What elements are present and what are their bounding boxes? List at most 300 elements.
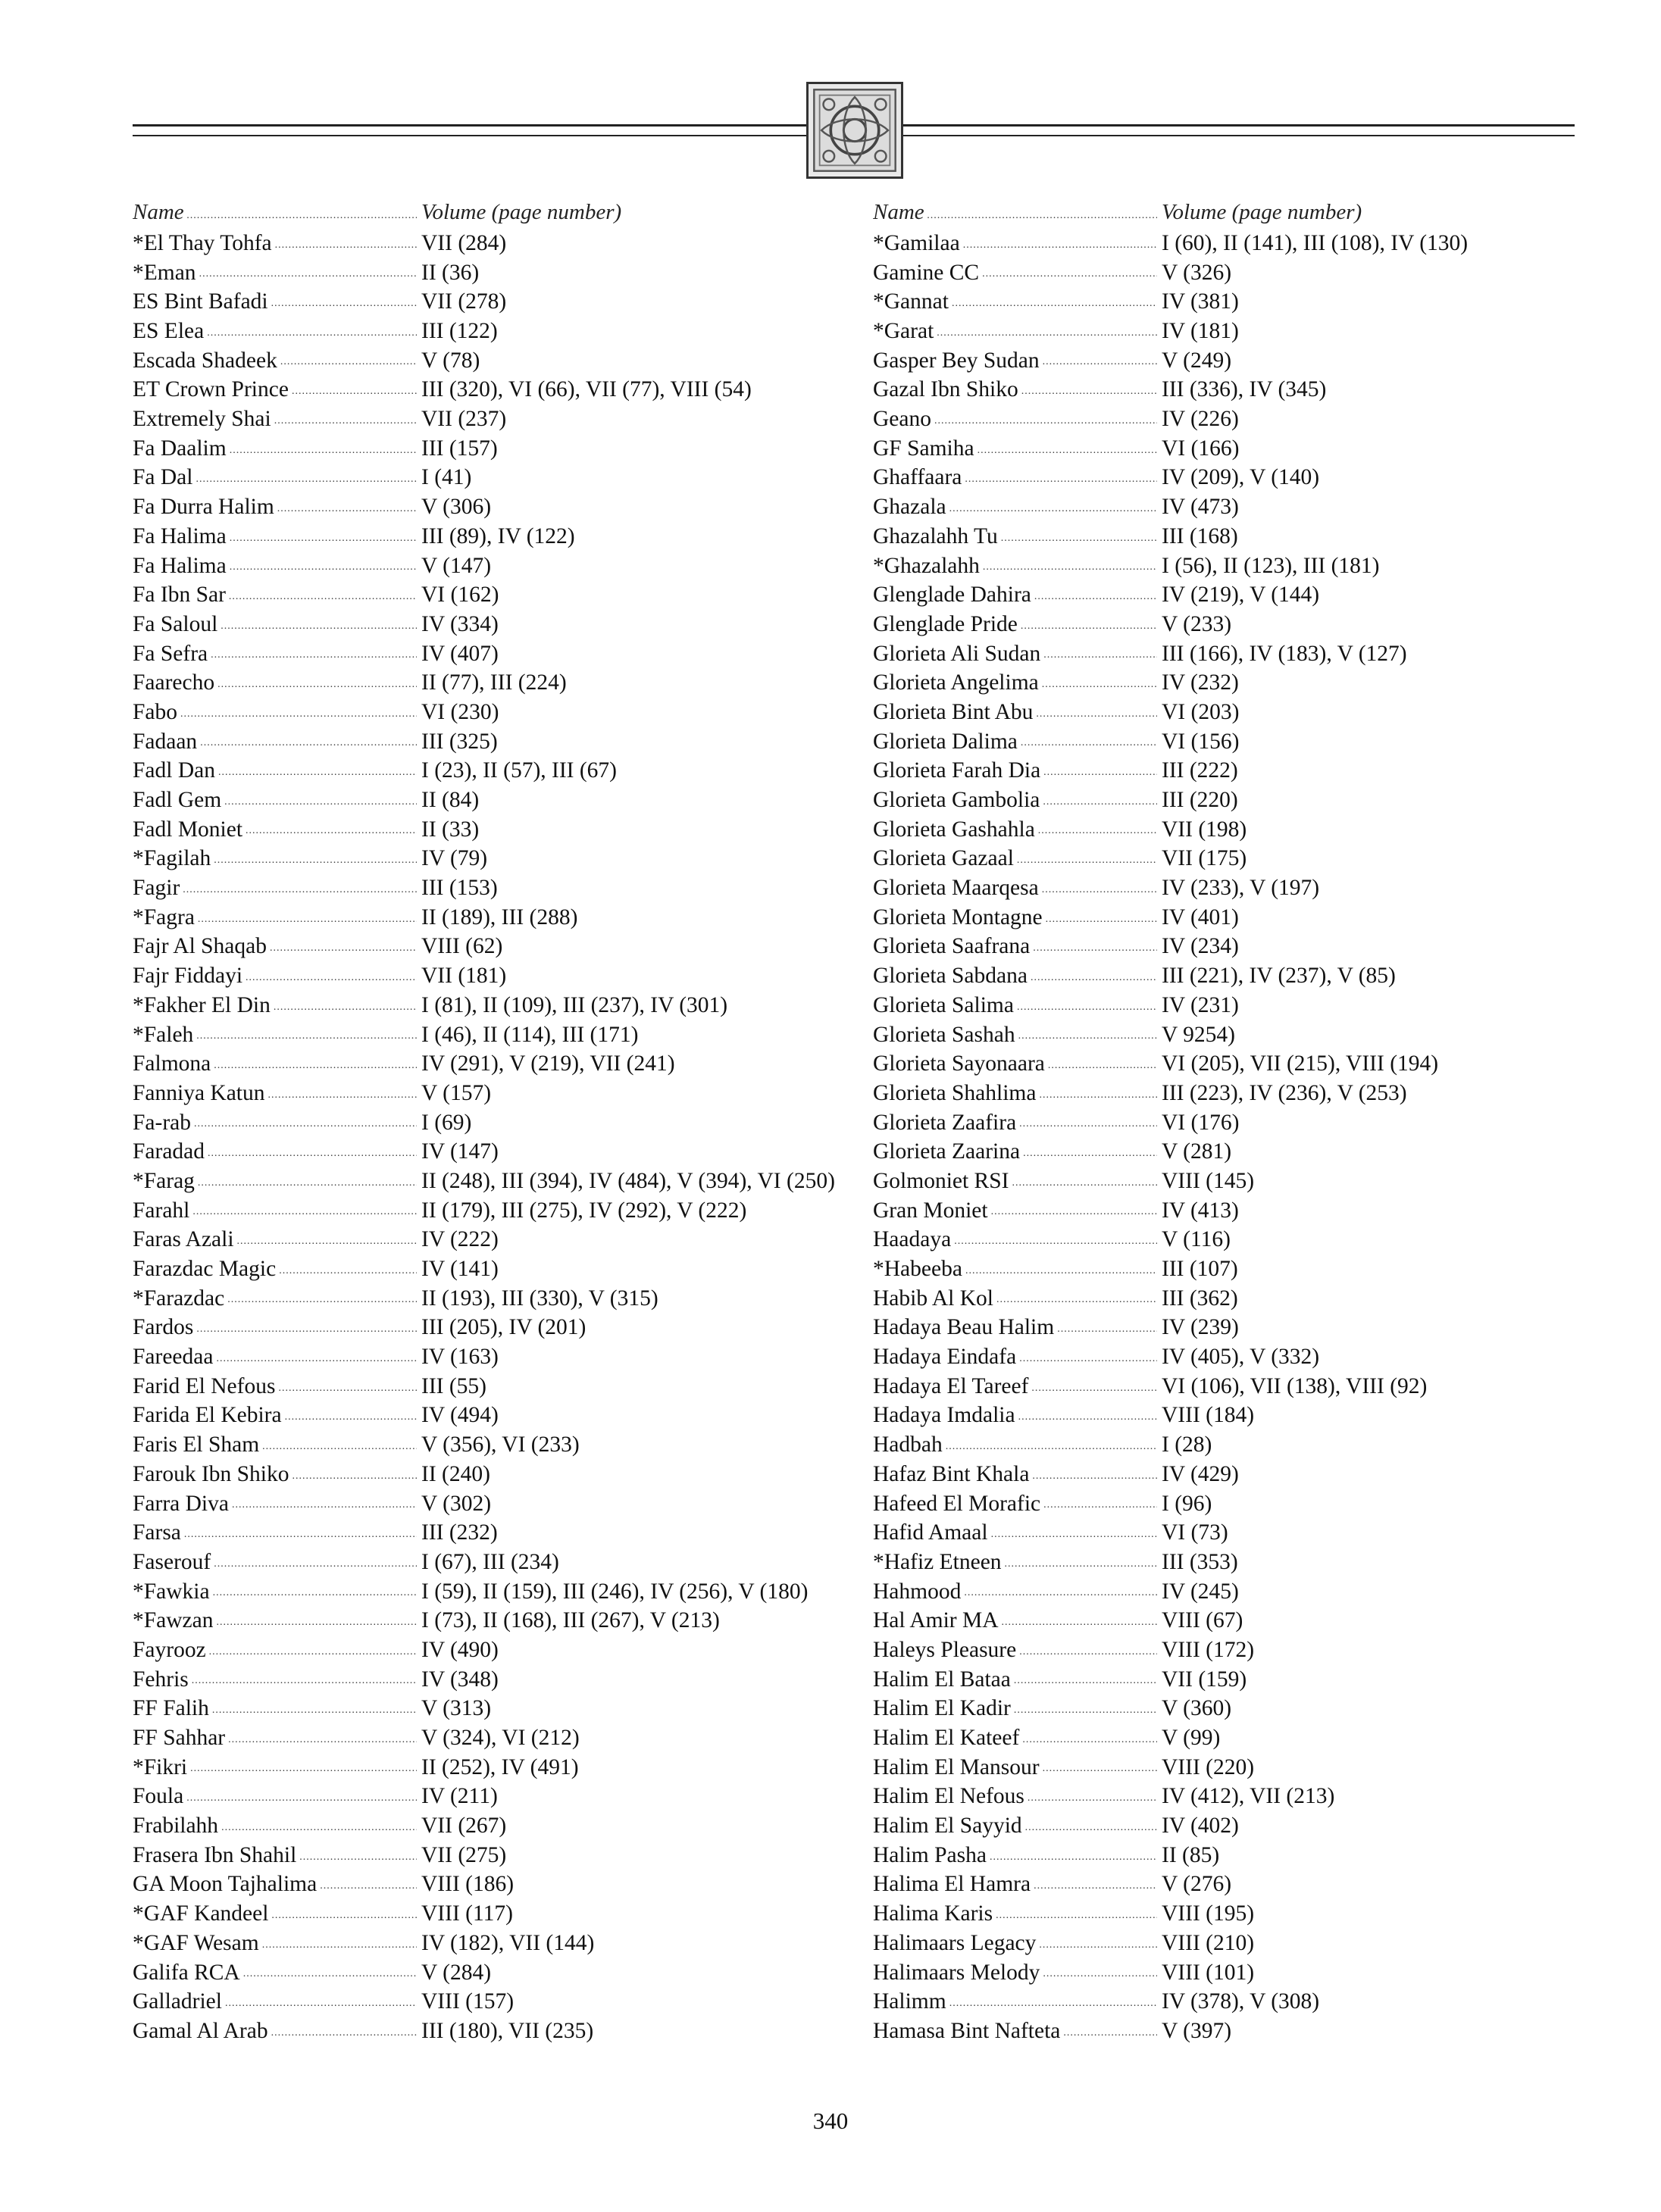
index-column-right bbox=[873, 195, 1468, 2046]
index-entry bbox=[873, 786, 1468, 815]
dot-leader bbox=[211, 644, 417, 667]
horse-name: Fa Durra Halim bbox=[133, 495, 274, 520]
dot-leader bbox=[214, 1054, 417, 1077]
index-entry bbox=[873, 1723, 1468, 1753]
dot-leader bbox=[214, 849, 417, 872]
dot-leader bbox=[991, 1201, 1157, 1223]
index-entry bbox=[873, 1899, 1468, 1929]
index-entries-left bbox=[133, 229, 835, 2046]
horse-name: Hafeed El Morafic bbox=[873, 1491, 1041, 1516]
volume-page-reference: VIII (101) bbox=[1162, 1960, 1255, 1985]
index-entry bbox=[133, 991, 835, 1020]
horse-name: Halim El Kateef bbox=[873, 1726, 1020, 1751]
index-entry bbox=[133, 522, 835, 551]
entry-name-cell bbox=[873, 580, 1157, 610]
entry-name-cell bbox=[133, 1167, 417, 1196]
entry-name-cell bbox=[133, 1254, 417, 1284]
horse-name: FF Sahhar bbox=[133, 1726, 226, 1751]
dot-leader bbox=[224, 791, 417, 814]
dot-leader bbox=[271, 1904, 417, 1927]
entry-name-cell bbox=[133, 1342, 417, 1372]
index-entry bbox=[133, 844, 835, 873]
horse-name: Glorieta Bint Abu bbox=[873, 699, 1034, 724]
entry-name-cell bbox=[133, 434, 417, 464]
dot-leader bbox=[243, 1963, 417, 1985]
entry-name-cell bbox=[873, 1518, 1157, 1548]
index-entry bbox=[133, 786, 835, 815]
index-entry bbox=[133, 933, 835, 962]
dot-leader bbox=[246, 820, 417, 842]
entry-name-cell bbox=[873, 1870, 1157, 1899]
dot-leader bbox=[1034, 586, 1157, 608]
dot-leader bbox=[1038, 820, 1157, 842]
index-entry bbox=[133, 1518, 835, 1548]
entry-name-cell bbox=[133, 1313, 417, 1342]
entry-name-cell bbox=[873, 610, 1157, 639]
index-entry bbox=[873, 580, 1468, 610]
volume-page-reference: III (89), IV (122) bbox=[421, 523, 575, 548]
horse-name: Ghaffaara bbox=[873, 465, 962, 490]
volume-page-reference: IV (209), V (140) bbox=[1162, 465, 1320, 490]
volume-page-reference: VII (278) bbox=[421, 289, 507, 314]
horse-name: Extremely Shai bbox=[133, 407, 271, 432]
entry-name-cell bbox=[133, 1489, 417, 1519]
horse-name: Fardos bbox=[133, 1315, 194, 1340]
volume-page-reference: IV (378), V (308) bbox=[1162, 1989, 1320, 2014]
index-entry bbox=[133, 434, 835, 464]
dot-leader bbox=[216, 1348, 417, 1370]
volume-page-reference: VIII (184) bbox=[1162, 1403, 1255, 1428]
entry-name-cell bbox=[873, 1313, 1157, 1342]
volume-page-reference: I (56), II (123), III (181) bbox=[1162, 553, 1380, 578]
dot-leader bbox=[229, 586, 417, 608]
dot-leader bbox=[1043, 1494, 1157, 1517]
volume-page-reference: VI (230) bbox=[421, 699, 499, 724]
volume-page-reference: II (179), III (275), IV (292), V (222) bbox=[421, 1198, 747, 1223]
index-entry bbox=[873, 1254, 1468, 1284]
horse-name: Fa Ibn Sar bbox=[133, 583, 226, 608]
entry-name-cell bbox=[133, 1577, 417, 1607]
index-entry bbox=[133, 639, 835, 669]
dot-leader bbox=[280, 351, 417, 373]
entry-name-cell bbox=[133, 1636, 417, 1665]
dot-leader bbox=[268, 1084, 417, 1107]
index-entry bbox=[873, 1372, 1468, 1401]
dot-leader bbox=[230, 556, 417, 579]
page-number: 340 bbox=[812, 2107, 849, 2134]
volume-page-reference: V (356), VI (233) bbox=[421, 1432, 580, 1457]
volume-page-reference: VIII (157) bbox=[421, 1989, 515, 2014]
header-rule-right-top bbox=[903, 124, 1575, 127]
dot-leader bbox=[1032, 1465, 1157, 1488]
index-entry bbox=[133, 1665, 835, 1695]
index-entry bbox=[133, 580, 835, 610]
index-entry bbox=[873, 2017, 1468, 2046]
dot-leader bbox=[1025, 1817, 1157, 1839]
index-entry bbox=[873, 1870, 1468, 1900]
entry-name-cell bbox=[133, 258, 417, 288]
entry-name-cell bbox=[873, 463, 1157, 492]
volume-page-reference: II (248), III (394), IV (484), V (394), VI (250) bbox=[421, 1168, 835, 1193]
horse-name: Fanniya Katun bbox=[133, 1080, 265, 1105]
dot-leader bbox=[292, 1465, 418, 1488]
horse-name: Halim El Nefous bbox=[873, 1784, 1024, 1809]
horse-name: Halima Karis bbox=[873, 1901, 993, 1926]
horse-name: Farid El Nefous bbox=[133, 1373, 276, 1398]
dot-leader bbox=[200, 732, 417, 755]
entry-name-cell bbox=[133, 698, 417, 727]
horse-name: Hadaya Imdalia bbox=[873, 1403, 1015, 1428]
dot-leader bbox=[292, 380, 417, 403]
horse-name: GF Samiha bbox=[873, 436, 974, 461]
horse-name: Halimaars Melody bbox=[873, 1960, 1040, 1985]
horse-name: Faradad bbox=[133, 1139, 205, 1164]
celtic-knot-emblem-icon bbox=[806, 82, 903, 179]
entry-name-cell bbox=[133, 229, 417, 258]
dot-leader bbox=[299, 1846, 417, 1869]
entry-name-cell bbox=[873, 1020, 1157, 1050]
volume-page-reference: I (46), II (114), III (171) bbox=[421, 1022, 639, 1047]
horse-name: FF Falih bbox=[133, 1696, 209, 1721]
entry-name-cell bbox=[133, 1987, 417, 2017]
horse-name: Halim El Mansour bbox=[873, 1754, 1040, 1779]
name-header-cell bbox=[133, 195, 417, 229]
index-entry bbox=[873, 1284, 1468, 1314]
index-entry bbox=[133, 1313, 835, 1342]
entry-name-cell bbox=[873, 405, 1157, 434]
volume-page-reference: VI (176) bbox=[1162, 1110, 1240, 1135]
dot-leader bbox=[1039, 1084, 1157, 1107]
entry-name-cell bbox=[873, 1049, 1157, 1079]
index-entry bbox=[133, 375, 835, 405]
index-entry bbox=[133, 610, 835, 639]
index-entry bbox=[873, 1225, 1468, 1254]
volume-page-reference: IV (222) bbox=[421, 1227, 499, 1252]
index-entry bbox=[133, 1020, 835, 1050]
horse-name: Farsa bbox=[133, 1520, 181, 1545]
horse-name: Fa Dal bbox=[133, 465, 193, 490]
dot-leader bbox=[285, 1406, 417, 1429]
horse-name: Glorieta Angelima bbox=[873, 670, 1039, 695]
horse-name: Faris El Sham bbox=[133, 1432, 260, 1457]
horse-name: Glorieta Shahlima bbox=[873, 1080, 1037, 1105]
horse-name: Farahl bbox=[133, 1198, 190, 1223]
index-entry bbox=[133, 346, 835, 376]
index-entry bbox=[133, 1811, 835, 1841]
dot-leader bbox=[964, 1582, 1157, 1604]
volume-page-reference: VII (159) bbox=[1162, 1667, 1247, 1692]
index-entry bbox=[133, 464, 835, 493]
dot-leader bbox=[1043, 1757, 1157, 1780]
volume-page-reference: I (59), II (159), III (246), IV (256), V (180) bbox=[421, 1579, 809, 1604]
volume-page-reference: III (168) bbox=[1162, 523, 1238, 548]
entry-name-cell bbox=[133, 463, 417, 492]
horse-name: Glorieta Gashahla bbox=[873, 817, 1035, 842]
index-entry bbox=[133, 1841, 835, 1870]
entry-name-cell bbox=[133, 346, 417, 376]
dot-leader bbox=[275, 234, 417, 257]
volume-page-reference: V (281) bbox=[1162, 1139, 1232, 1164]
volume-page-reference: V (324), VI (212) bbox=[421, 1726, 580, 1751]
volume-page-reference: III (325) bbox=[421, 729, 498, 754]
volume-page-reference: IV (291), V (219), VII (241) bbox=[421, 1051, 675, 1076]
index-entry bbox=[133, 2017, 835, 2046]
index-entry bbox=[133, 1753, 835, 1782]
entry-name-cell bbox=[873, 287, 1157, 317]
horse-name: Fareedaa bbox=[133, 1345, 214, 1370]
dot-leader bbox=[1048, 1054, 1157, 1077]
entry-name-cell bbox=[873, 786, 1157, 815]
volume-page-reference: IV (147) bbox=[421, 1139, 499, 1164]
volume-page-reference: I (96) bbox=[1162, 1491, 1212, 1516]
volume-page-reference: V 9254) bbox=[1162, 1022, 1235, 1047]
dot-leader bbox=[194, 1113, 417, 1136]
index-entry bbox=[873, 1460, 1468, 1489]
dot-leader bbox=[279, 1260, 417, 1283]
volume-page-reference: II (36) bbox=[421, 260, 480, 285]
entry-name-cell bbox=[133, 1430, 417, 1460]
horse-name: *Farag bbox=[133, 1168, 195, 1193]
volume-page-reference: VIII (62) bbox=[421, 934, 503, 959]
entry-name-cell bbox=[133, 1518, 417, 1548]
dot-leader bbox=[271, 2022, 417, 2045]
index-entry bbox=[873, 1665, 1468, 1695]
index-entry bbox=[873, 1929, 1468, 1958]
dot-leader bbox=[209, 1641, 417, 1664]
volume-page-reference: V (276) bbox=[1162, 1872, 1232, 1897]
entry-name-cell bbox=[133, 1694, 417, 1723]
index-entry bbox=[873, 522, 1468, 551]
index-entry bbox=[873, 1430, 1468, 1460]
entry-name-cell bbox=[133, 932, 417, 961]
index-entry bbox=[133, 1430, 835, 1460]
dot-leader bbox=[996, 1289, 1157, 1311]
dot-leader bbox=[218, 761, 417, 784]
index-entry bbox=[133, 1284, 835, 1314]
entry-name-cell bbox=[873, 1899, 1157, 1929]
volume-page-reference: I (73), II (168), III (267), V (213) bbox=[421, 1608, 720, 1633]
horse-name: Fa Halima bbox=[133, 553, 227, 578]
horse-name: *Garat bbox=[873, 319, 934, 344]
horse-name: Glorieta Montagne bbox=[873, 904, 1043, 929]
index-entry bbox=[873, 405, 1468, 434]
index-entry bbox=[873, 434, 1468, 464]
entry-name-cell bbox=[133, 375, 417, 405]
volume-page-reference: IV (182), VII (144) bbox=[421, 1930, 595, 1955]
header-rule-left-top bbox=[133, 124, 806, 127]
index-entry bbox=[133, 698, 835, 727]
entry-name-cell bbox=[873, 1606, 1157, 1636]
index-entry bbox=[873, 903, 1468, 933]
horse-name: Farida El Kebira bbox=[133, 1403, 282, 1428]
index-entry bbox=[133, 1987, 835, 2017]
entry-name-cell bbox=[873, 346, 1157, 376]
horse-name: Halimaars Legacy bbox=[873, 1930, 1037, 1955]
entry-name-cell bbox=[873, 1342, 1157, 1372]
dot-leader bbox=[1043, 761, 1157, 784]
dot-leader bbox=[271, 292, 417, 315]
volume-page-reference: IV (402) bbox=[1162, 1814, 1239, 1839]
dot-leader bbox=[1028, 1787, 1157, 1810]
name-header: Name bbox=[873, 200, 924, 224]
horse-name: Halim El Bataa bbox=[873, 1667, 1011, 1692]
entry-name-cell bbox=[873, 1987, 1157, 2017]
entry-name-cell bbox=[873, 1460, 1157, 1489]
volume-page-reference: VII (198) bbox=[1162, 817, 1247, 842]
horse-name: Fajr Fiddayi bbox=[133, 964, 243, 989]
horse-name: Ghazalahh Tu bbox=[873, 523, 998, 548]
horse-name: ES Elea bbox=[133, 319, 205, 344]
horse-name: Frabilahh bbox=[133, 1814, 219, 1839]
dot-leader bbox=[228, 1729, 417, 1751]
entry-name-cell bbox=[133, 1782, 417, 1811]
index-entry bbox=[133, 1167, 835, 1196]
header-rule-left-bottom bbox=[133, 135, 806, 136]
index-entry bbox=[133, 1137, 835, 1167]
index-entry bbox=[133, 668, 835, 698]
volume-page-reference: IV (79) bbox=[421, 846, 488, 871]
dot-leader bbox=[1019, 1113, 1157, 1136]
volume-page-reference: IV (401) bbox=[1162, 904, 1239, 929]
entry-name-cell bbox=[133, 317, 417, 346]
index-entries-right bbox=[873, 229, 1468, 2046]
horse-name: Glorieta Sabdana bbox=[873, 964, 1028, 989]
horse-name: Foula bbox=[133, 1784, 184, 1809]
index-entry bbox=[873, 727, 1468, 757]
volume-page-reference: II (33) bbox=[421, 817, 480, 842]
dot-leader bbox=[186, 1787, 417, 1810]
horse-name: Hafaz Bint Khala bbox=[873, 1461, 1030, 1486]
entry-name-cell bbox=[873, 756, 1157, 786]
volume-page-reference: IV (334) bbox=[421, 611, 499, 636]
dot-leader bbox=[1014, 1670, 1157, 1692]
entry-name-cell bbox=[133, 2017, 417, 2046]
index-entry bbox=[133, 1723, 835, 1753]
volume-page-reference: VII (181) bbox=[421, 964, 507, 989]
horse-name: Fa-rab bbox=[133, 1110, 191, 1135]
horse-name: Gasper Bey Sudan bbox=[873, 348, 1040, 373]
index-entry bbox=[873, 1958, 1468, 1988]
index-entry bbox=[873, 1137, 1468, 1167]
dot-leader bbox=[187, 205, 417, 227]
entry-name-cell bbox=[873, 932, 1157, 961]
header-rule-right-bottom bbox=[903, 135, 1575, 136]
index-entry bbox=[133, 756, 835, 786]
horse-name: Fa Sefra bbox=[133, 641, 208, 666]
horse-name: *Fakher El Din bbox=[133, 992, 271, 1017]
index-entry bbox=[133, 1694, 835, 1723]
horse-name: Falmona bbox=[133, 1051, 211, 1076]
horse-name: Faarecho bbox=[133, 670, 215, 695]
entry-name-cell bbox=[873, 1167, 1157, 1196]
volume-page-reference: V (78) bbox=[421, 348, 480, 373]
volume-page-reference: II (84) bbox=[421, 788, 480, 813]
entry-name-cell bbox=[133, 1899, 417, 1929]
entry-name-cell bbox=[873, 434, 1157, 464]
index-entry bbox=[873, 1518, 1468, 1548]
dot-leader bbox=[232, 1494, 417, 1517]
dot-leader bbox=[978, 439, 1157, 462]
horse-name: *Fagra bbox=[133, 904, 195, 929]
entry-name-cell bbox=[873, 1753, 1157, 1782]
entry-name-cell bbox=[873, 1958, 1157, 1988]
entry-name-cell bbox=[873, 1489, 1157, 1519]
entry-name-cell bbox=[873, 1108, 1157, 1138]
dot-leader bbox=[230, 439, 417, 462]
index-entry bbox=[873, 1694, 1468, 1723]
entry-name-cell bbox=[133, 1196, 417, 1226]
volume-page-reference: VII (175) bbox=[1162, 846, 1247, 871]
entry-name-cell bbox=[133, 1723, 417, 1753]
horse-name: Frasera Ibn Shahil bbox=[133, 1842, 297, 1867]
horse-name: Glorieta Sayonaara bbox=[873, 1051, 1045, 1076]
horse-name: Farouk Ibn Shiko bbox=[133, 1461, 289, 1486]
horse-name: Fa Daalim bbox=[133, 436, 227, 461]
dot-leader bbox=[180, 703, 417, 726]
horse-name: ES Bint Bafadi bbox=[133, 289, 268, 314]
dot-leader bbox=[1012, 1172, 1157, 1195]
volume-page-reference: IV (381) bbox=[1162, 289, 1239, 314]
entry-name-cell bbox=[133, 1811, 417, 1841]
horse-name: Habib Al Kol bbox=[873, 1286, 993, 1311]
dot-leader bbox=[1036, 703, 1157, 726]
index-entry bbox=[133, 903, 835, 933]
horse-name: Hahmood bbox=[873, 1579, 962, 1604]
entry-name-cell bbox=[133, 1870, 417, 1899]
volume-page-reference: VI (162) bbox=[421, 583, 499, 608]
entry-name-cell bbox=[873, 991, 1157, 1020]
dot-leader bbox=[183, 879, 417, 901]
entry-name-cell bbox=[133, 1460, 417, 1489]
index-entry bbox=[133, 1049, 835, 1079]
volume-page-reference: III (223), IV (236), V (253) bbox=[1162, 1080, 1407, 1105]
volume-page-reference: III (122) bbox=[421, 319, 498, 344]
index-entry bbox=[133, 1108, 835, 1138]
index-entry bbox=[133, 317, 835, 346]
volume-page-reference: VII (284) bbox=[421, 230, 507, 255]
volume-page-reference: IV (407) bbox=[421, 641, 499, 666]
entry-name-cell bbox=[873, 1577, 1157, 1607]
index-entry bbox=[133, 1196, 835, 1226]
dot-leader bbox=[1057, 1318, 1157, 1341]
horse-name: Hafid Amaal bbox=[873, 1520, 988, 1545]
horse-name: Golmoniet RSI bbox=[873, 1168, 1009, 1193]
entry-name-cell bbox=[873, 2017, 1157, 2046]
entry-name-cell bbox=[133, 551, 417, 581]
entry-name-cell bbox=[873, 1284, 1157, 1314]
dot-leader bbox=[1043, 1963, 1157, 1985]
volume-page-reference: I (23), II (57), III (67) bbox=[421, 758, 618, 783]
entry-name-cell bbox=[133, 405, 417, 434]
index-entry bbox=[873, 1753, 1468, 1782]
index-entry bbox=[133, 873, 835, 903]
volume-page-reference: VIII (186) bbox=[421, 1872, 515, 1897]
index-entry bbox=[133, 229, 835, 258]
dot-leader bbox=[1043, 351, 1157, 373]
volume-page-reference: V (313) bbox=[421, 1696, 492, 1721]
dot-leader bbox=[196, 468, 417, 491]
dot-leader bbox=[1021, 732, 1157, 755]
index-entry bbox=[873, 815, 1468, 845]
entry-name-cell bbox=[873, 1548, 1157, 1577]
index-entry bbox=[133, 1254, 835, 1284]
entry-name-cell bbox=[873, 1372, 1157, 1401]
horse-name: Fajr Al Shaqab bbox=[133, 934, 267, 959]
dot-leader bbox=[217, 673, 417, 696]
dot-leader bbox=[1046, 908, 1157, 931]
dot-leader bbox=[1031, 1377, 1157, 1400]
index-entry bbox=[133, 1577, 835, 1607]
